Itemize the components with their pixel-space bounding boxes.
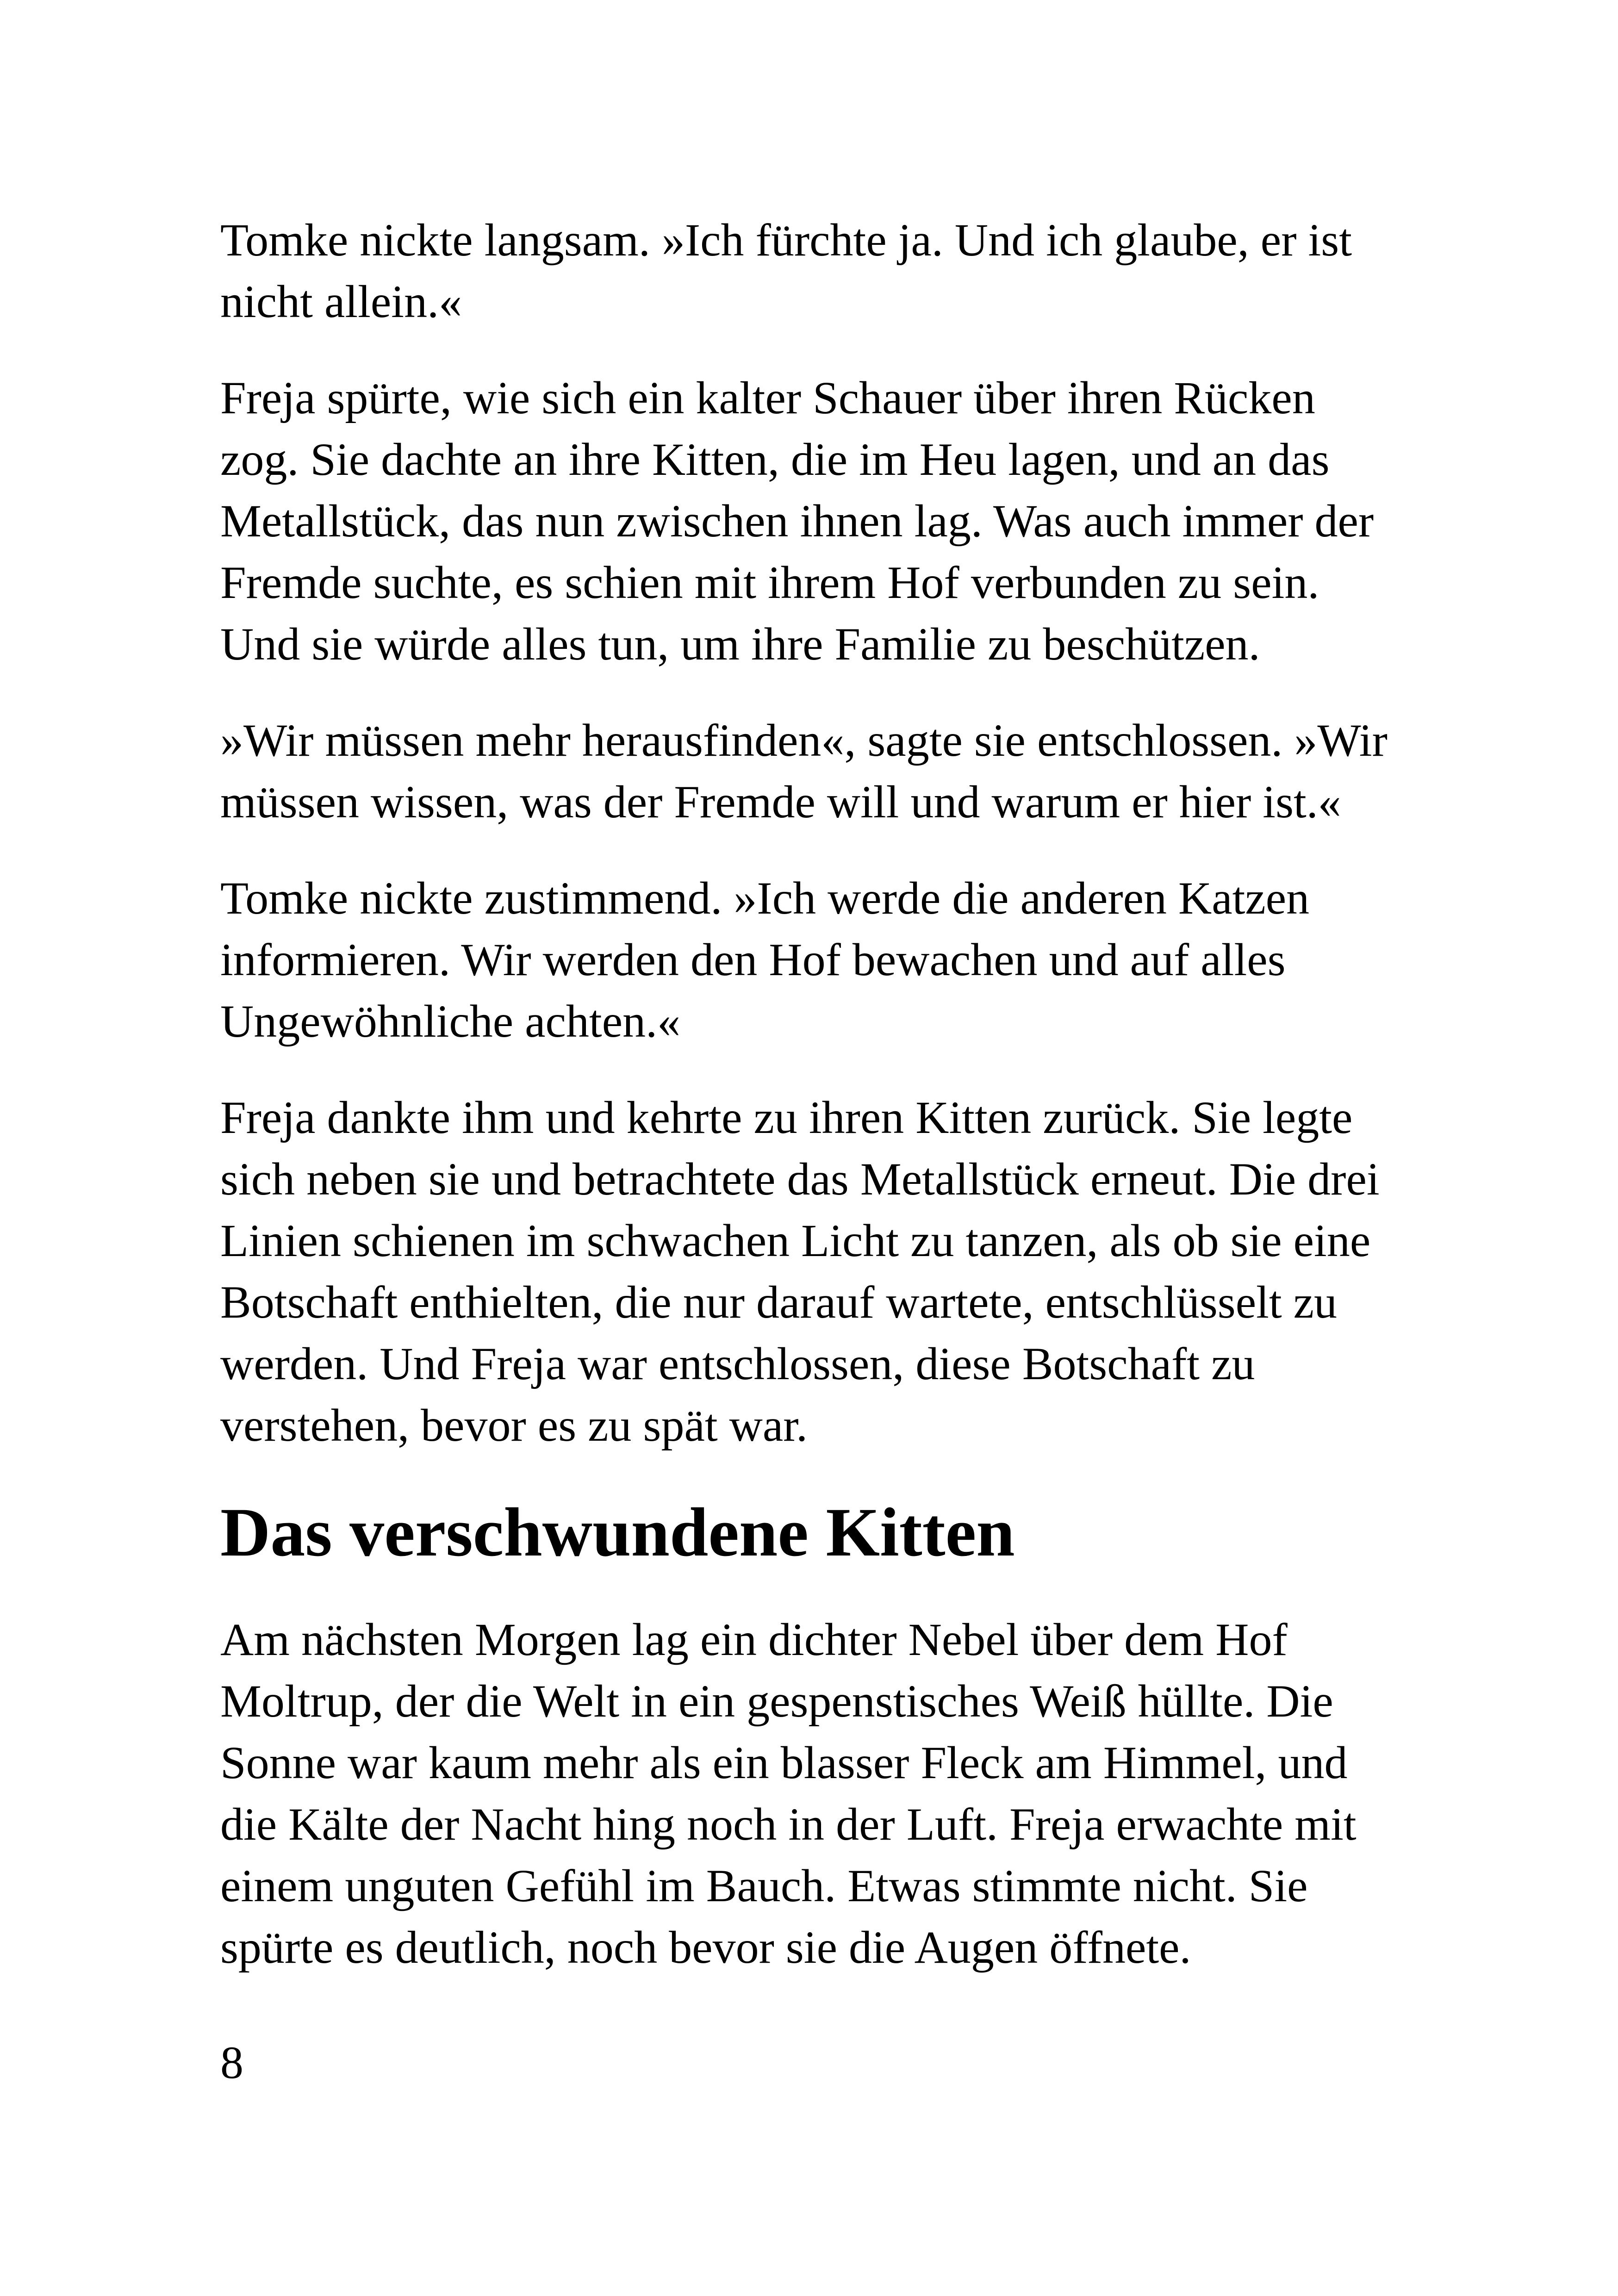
page-number: 8 bbox=[220, 2037, 243, 2088]
paragraph: »Wir müssen mehr herausfinden«, sagte sie entschlossen. »Wir müssen wissen, was der Fremde will und warum er hier ist.« bbox=[220, 715, 1388, 828]
paragraph: Tomke nickte zustimmend. »Ich werde die anderen Katzen informieren. Wir werden den Hof bewachen und auf alles Ungewöhnliche achten.« bbox=[220, 872, 1310, 1047]
paragraph: Freja dankte ihm und kehrte zu ihren Kitten zurück. Sie legte sich neben sie und betrachtete das Metallstück erneut. Die drei Linien schienen im schwachen Licht zu tanzen, als ob sie eine Botschaft enthielten, die nur darauf wartete, entschlüsselt zu werden. Und Freja war entschlossen, diese Botschaft zu verstehen, bevor es zu spät war. bbox=[220, 1092, 1380, 1451]
body-text bbox=[220, 209, 1405, 2013]
chapter-heading: Das verschwundene Kitten bbox=[220, 1494, 1015, 1571]
paragraph: Tomke nickte langsam. »Ich fürchte ja. Und ich glaube, er ist nicht allein.« bbox=[220, 214, 1352, 327]
paragraph: Freja spürte, wie sich ein kalter Schauer über ihren Rücken zog. Sie dachte an ihre Kitten, die im Heu lagen, und an das Metallstück, das nun zwischen ihnen lag. Was auch immer der Fremde suchte, es schien mit ihrem Hof verbunden zu sein. Und sie würde alles tun, um ihre Familie zu beschützen. bbox=[220, 372, 1374, 670]
paragraph: Am nächsten Morgen lag ein dichter Nebel über dem Hof Moltrup, der die Welt in ein gespenstisches Weiß hüllte. Die Sonne war kaum mehr als ein blasser Fleck am Himmel, und die Kälte der Nacht hing noch in der Luft. Freja erwachte mit einem unguten Gefühl im Bauch. Etwas stimmte nicht. Sie spürte es deutlich, noch bevor sie die Augen öffnete. bbox=[220, 1614, 1357, 1973]
